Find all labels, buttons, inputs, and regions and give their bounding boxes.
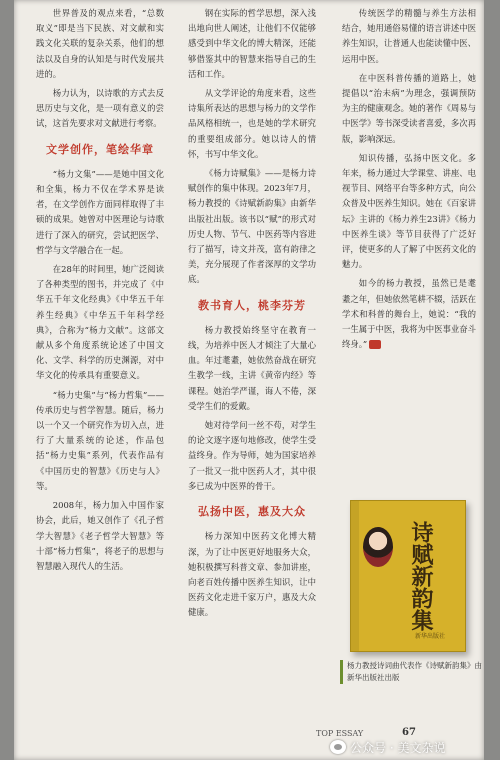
paragraph: 在28年的时间里，她广泛阅读了各种类型的图书，并完成了《中华五千年文化经典》《中华五千年养生经典》《中华五千年科学经典》，合称为“杨力文献”。这部文献从多个角度系统论述了中国文化、文学、科学的历史渊源，对中华文化的传承具有重要意义。 <box>36 264 164 381</box>
magazine-name: TOP ESSAY <box>316 729 364 738</box>
author-portrait <box>363 527 393 567</box>
paragraph: 世界普及的观点来看，“总数取义”即是当下民族、对文献和实践文化关联的复杂关系，他们的想法以及自身的认知是与时代发展共进的。 <box>36 8 164 79</box>
paragraph: 《杨力诗赋集》——是杨力诗赋创作的集中体现。2023年7月，杨力教授的《诗赋新韵集》由新华出版社出版。该书以“赋”的形式对历史人物、节气、中医药等内容进行了描写，诗文并茂，富有韵律之美，充分展现了作者深厚的文学功底。 <box>188 168 316 285</box>
paragraph: 杨力深知中医药文化博大精深，为了让中医更好地服务大众，她积极撰写科普文章、参加讲座，向老百姓传播中医养生知识，让中医药文化走进千家万户，惠及大众健康。 <box>188 531 316 618</box>
book-title: 诗赋新韵集 <box>408 521 434 631</box>
section-heading-promotion: 弘扬中医，惠及大众 <box>198 505 306 519</box>
book-cover-image <box>350 500 466 652</box>
paragraph: 2008年，杨力加入中国作家协会，此后，她又创作了《孔子哲学大智慧》《老子哲学大智慧》等十部“杨力哲集”，将老子的思想与智慧融入现代人的生活。 <box>36 500 164 571</box>
wechat-icon <box>330 740 346 754</box>
paragraph: “杨力文集”——是她中国文化和全集，杨力不仅在学术界是读者，在文学创作方面同样取得了丰硕的成果。她曾对中医理论与诗歌进行了深入的研究，尝试把医学、哲学与文学融合在一起。 <box>36 168 164 255</box>
paragraph: 传统医学的精髓与养生方法相结合，她用通俗易懂的语言讲述中医养生知识，让普通人也能读懂中医、运用中医。 <box>342 8 476 64</box>
paragraph: 杨力认为，以诗歌的方式去反思历史与文化，是一项有意义的尝试，这首先要求对文献进行考察。 <box>36 88 164 129</box>
section-heading-literary: 文学创作，笔绘华章 <box>46 142 154 156</box>
paragraph: 杨力教授始终坚守在教育一线，为培养中医人才倾注了大量心血。年过耄耋，她依然奋战在研究生教学一线，主讲《黄帝内经》等课程。她治学严谨，诲人不倦，深受学生们的爱戴。 <box>188 324 316 411</box>
image-caption: 杨力教授诗词曲代表作《诗赋新韵集》由新华出版社出版 <box>340 660 483 684</box>
section-heading-teaching: 教书育人，桃李芬芳 <box>198 298 306 312</box>
paragraph-text: 如今的杨力教授，虽然已是耄耋之年，但她依然笔耕不辍，活跃在学术和科普的舞台上，她说：“我的一生属于中医，我将为中医事业奋斗终身。” <box>342 278 476 350</box>
end-mark-icon <box>369 340 381 349</box>
paragraph: 她对待学问一丝不苟，对学生的论文逐字逐句地修改，使学生受益终身。作为导师，她为国家培养了一批又一批中医药人才，其中很多已成为中医界的骨干。 <box>188 420 316 491</box>
paragraph: “杨力史集”与“杨力哲集”——传承历史与哲学智慧。随后，杨力以一个又一个研究作为切入点，进行了大量系统的论述，作品包括“杨力史集”系列，代表作品有《中国历史的智慧》《历史与人》等。 <box>36 389 164 491</box>
paragraph: 在中医科普传播的道路上，她提倡以“治未病”为理念，强调预防为主的健康观念。她的著作《周易与中医学》等书深受读者喜爱，多次再版，影响深远。 <box>342 72 476 144</box>
watermark-text: 公众号 · 美文杂说 <box>350 740 446 755</box>
page-number: 67 <box>402 727 416 738</box>
paragraph: 知识传播，弘扬中医文化。多年来，杨力通过大学课堂、讲座、电视节目、网络平台等多种方式，向公众普及中医养生知识。她在《百家讲坛》主讲的《杨力养生23讲》《杨力中医养生谈》等节目获得了广泛好评，使更多的人了解了中医药文化的魅力。 <box>342 152 476 270</box>
article-column-3 <box>342 6 476 356</box>
wechat-watermark <box>330 736 490 758</box>
article-column-2 <box>188 6 316 625</box>
book-spine <box>351 501 359 651</box>
book-publisher: 新华出版社 <box>415 633 446 640</box>
paragraph: 钢在实际的哲学思想，深入浅出地向世人阐述，让他们不仅能够感受到中华文化的博大精深，还能够借鉴其中的智慧来指导自己的生活和工作。 <box>188 8 316 79</box>
paragraph-final <box>342 276 476 352</box>
magazine-page <box>14 0 484 760</box>
paragraph: 从文学评论的角度来看，这些诗集所表达的思想与杨力的文学作品风格相统一，也是她的学术研究的重要组成部分。她以诗人的情怀，书写中华文化。 <box>188 88 316 159</box>
article-column-1 <box>36 6 164 578</box>
